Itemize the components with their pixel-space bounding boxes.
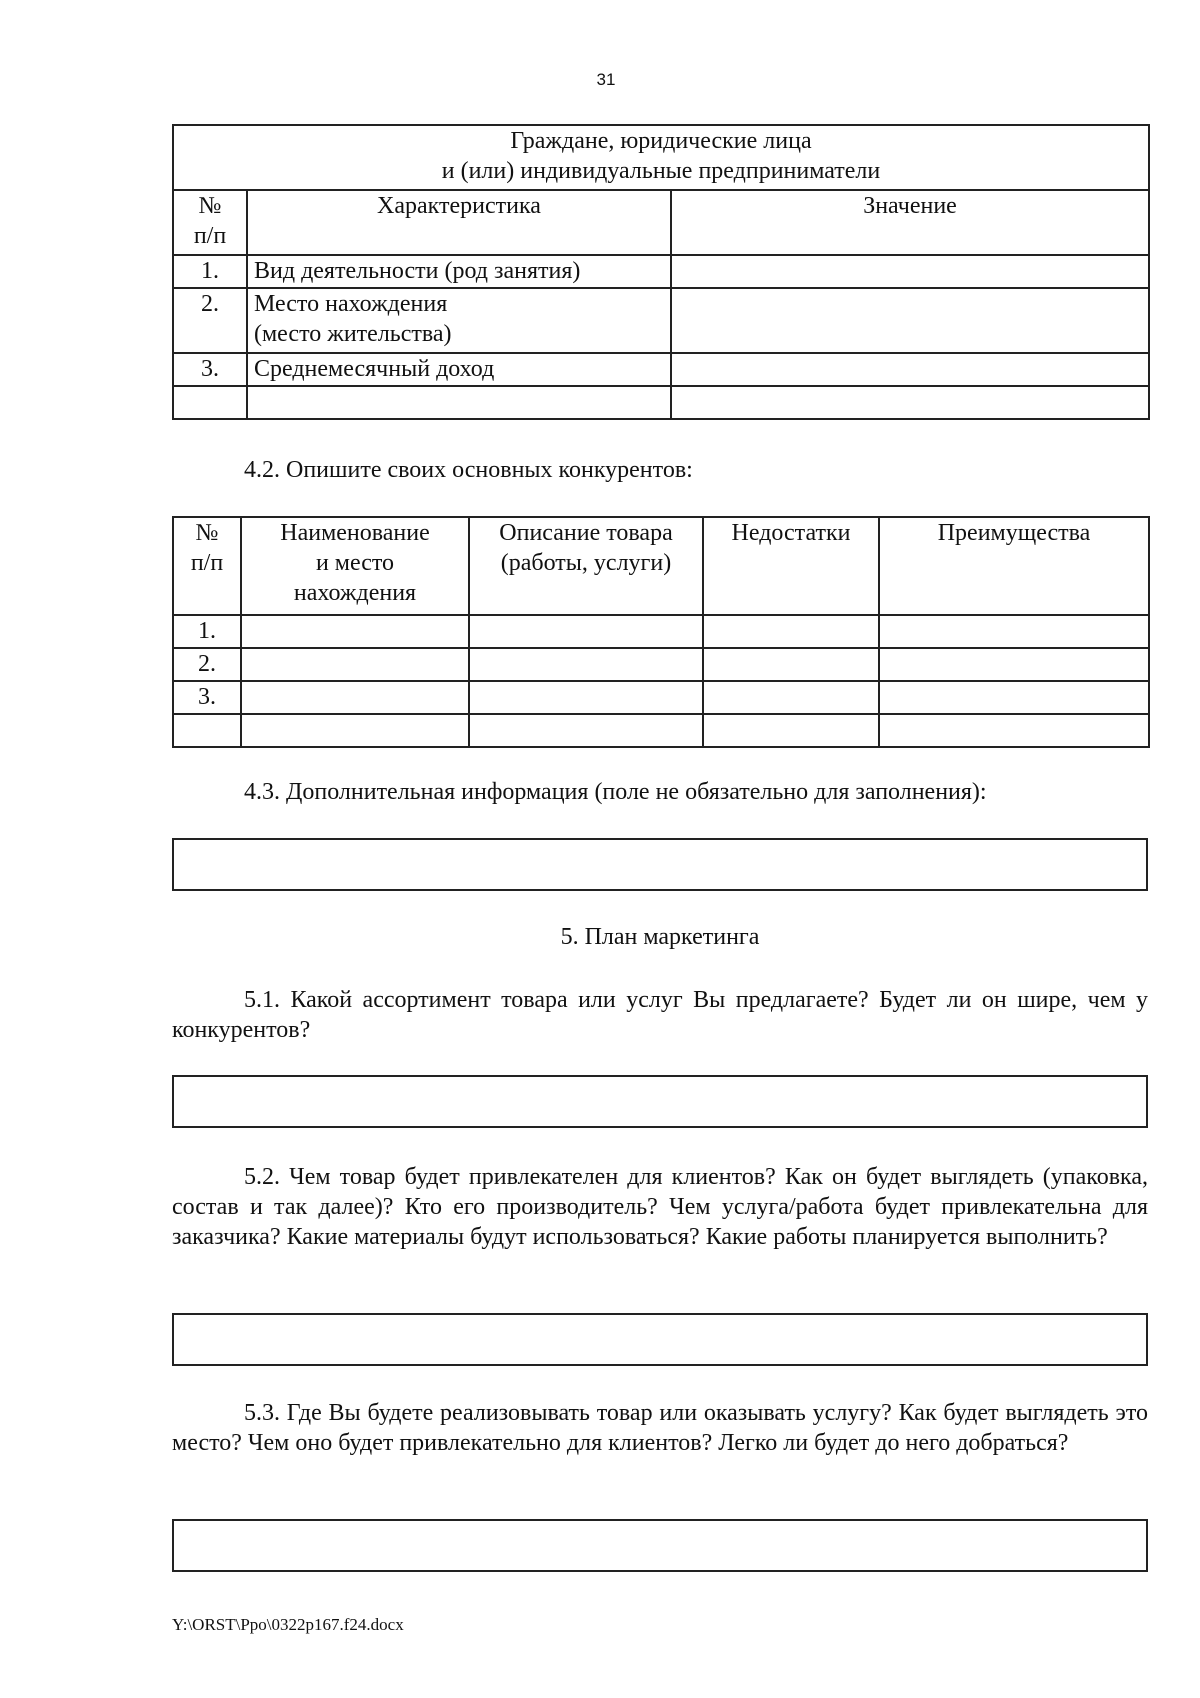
header-name: Наименование и место нахождения <box>241 517 469 615</box>
table-row: 2. Место нахождения (место жительства) <box>173 288 1149 353</box>
value-cell[interactable] <box>671 255 1149 288</box>
answer-5-3-field[interactable] <box>172 1519 1148 1572</box>
header-advantages: Преимущества <box>879 517 1149 615</box>
question-5-1: 5.1. Какой ассортимент товара или услуг Вы предлагаете? Будет ли он шире, чем у конкурентов? <box>172 987 1148 1043</box>
value-cell[interactable] <box>671 386 1149 419</box>
header-value: Значение <box>671 190 1149 255</box>
additional-info-field[interactable] <box>172 838 1148 891</box>
section-4-2-heading: 4.2. Опишите своих основных конкурентов: <box>244 457 693 483</box>
header-description: Описание товара (работы, услуги) <box>469 517 703 615</box>
header-disadvantages: Недостатки <box>703 517 879 615</box>
value-cell[interactable] <box>671 353 1149 386</box>
header-num: № п/п <box>173 517 241 615</box>
competitors-table <box>172 516 1150 748</box>
page-number: 31 <box>596 70 616 89</box>
customers-table-caption: Граждане, юридические лица и (или) индивидуальные предприниматели <box>173 125 1149 190</box>
customers-table <box>172 124 1150 420</box>
table-row: 1. Вид деятельности (род занятия) <box>173 255 1149 288</box>
table-row <box>173 714 1149 747</box>
header-num: № п/п <box>173 190 247 255</box>
table-row: 3. Среднемесячный доход <box>173 353 1149 386</box>
file-path-footer: Y:\ORST\Ppo\0322p167.f24.docx <box>172 1615 404 1634</box>
section-5-title: 5. План маркетинга <box>560 924 760 950</box>
answer-5-2-field[interactable] <box>172 1313 1148 1366</box>
table-row: 3. <box>173 681 1149 714</box>
section-4-3-heading: 4.3. Дополнительная информация (поле не обязательно для заполнения): <box>244 779 987 805</box>
header-characteristic: Характеристика <box>247 190 671 255</box>
table-row: 1. <box>173 615 1149 648</box>
table-row: 2. <box>173 648 1149 681</box>
question-5-3: 5.3. Где Вы будете реализовывать товар или оказывать услугу? Как будет выглядеть это место? Чем оно будет привлекательно для клиентов? Легко ли будет до него добраться? <box>172 1400 1148 1456</box>
question-5-2: 5.2. Чем товар будет привлекателен для клиентов? Как он будет выглядеть (упаковка, состав и так далее)? Кто его производитель? Чем услуга/работа будет привлекательна для заказчика? Какие материалы будут использоваться? Какие работы планируется выполнить? <box>172 1164 1148 1250</box>
table-row <box>173 386 1149 419</box>
value-cell[interactable] <box>671 288 1149 353</box>
answer-5-1-field[interactable] <box>172 1075 1148 1128</box>
